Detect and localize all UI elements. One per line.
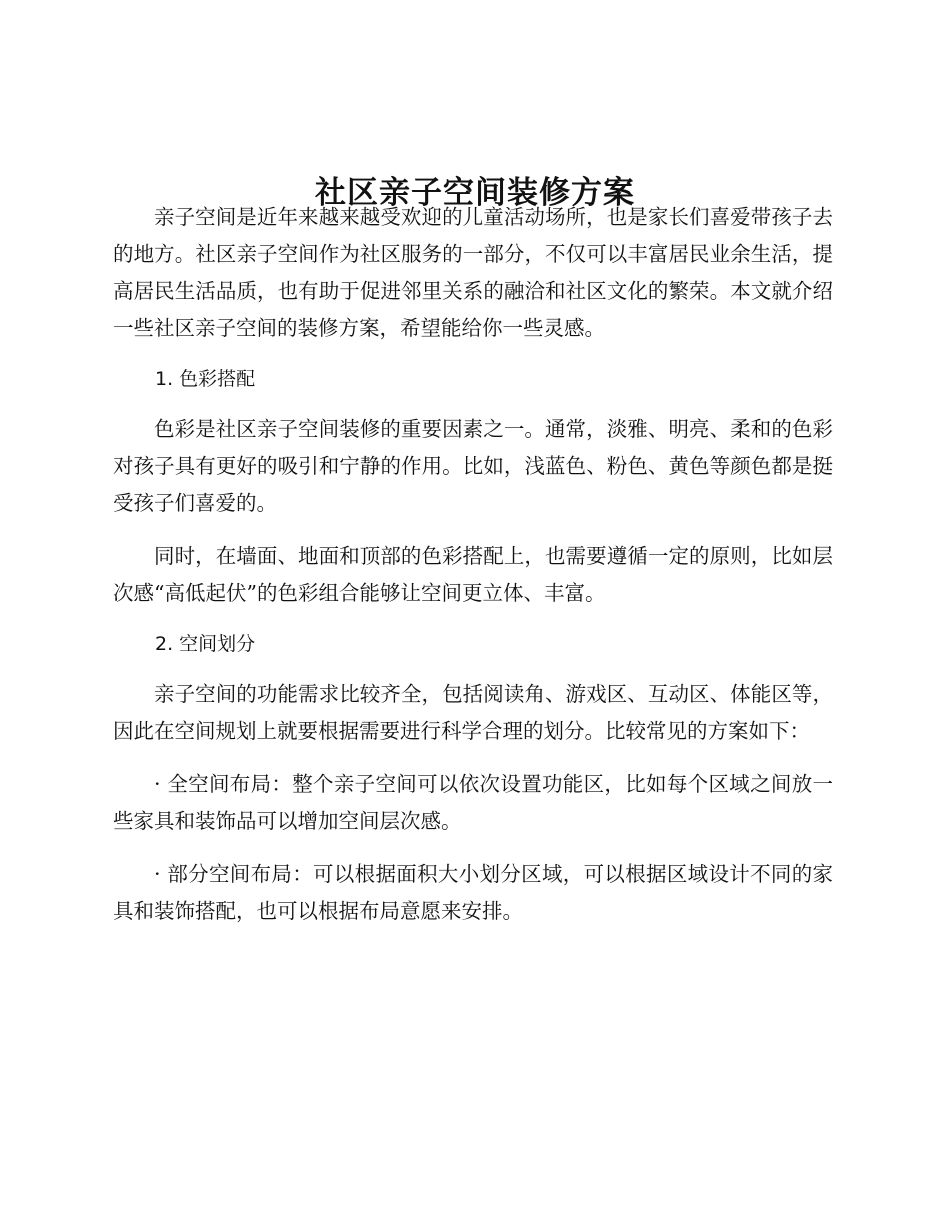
section-heading-space: 2. 空间划分 <box>155 633 256 655</box>
document-body <box>113 199 833 930</box>
color-paragraph-1: 色彩是社区亲子空间装修的重要因素之一。通常，淡雅、明亮、柔和的色彩对孩子具有更好的吸引和宁静的作用。比如，浅蓝色、粉色、黄色等颜色都是挺受孩子们喜爱的。 <box>113 417 833 515</box>
section-heading-color: 1. 色彩搭配 <box>155 368 256 390</box>
color-paragraph-2: 同时，在墙面、地面和顶部的色彩搭配上，也需要遵循一定的原则，比如层次感“高低起伏”的色彩组合能够让空间更立体、丰富。 <box>113 544 833 605</box>
space-bullet-partial-layout: · 部分空间布局：可以根据面积大小划分区域，可以根据区域设计不同的家具和装饰搭配，也可以根据布局意愿来安排。 <box>113 862 833 923</box>
space-bullet-full-layout: · 全空间布局：整个亲子空间可以依次设置功能区，比如每个区域之间放一些家具和装饰品可以增加空间层次感。 <box>113 772 833 833</box>
page-title: 社区亲子空间装修方案 <box>315 174 635 211</box>
space-paragraph-1: 亲子空间的功能需求比较齐全，包括阅读角、游戏区、互动区、体能区等，因此在空间规划上就要根据需要进行科学合理的划分。比较常见的方案如下： <box>113 682 833 743</box>
intro-paragraph: 亲子空间是近年来越来越受欢迎的儿童活动场所，也是家长们喜爱带孩子去的地方。社区亲子空间作为社区服务的一部分，不仅可以丰富居民业余生活，提高居民生活品质，也有助于促进邻里关系的融洽和社区文化的繁荣。本文就介绍一些社区亲子空间的装修方案，希望能给你一些灵感。 <box>113 205 833 340</box>
